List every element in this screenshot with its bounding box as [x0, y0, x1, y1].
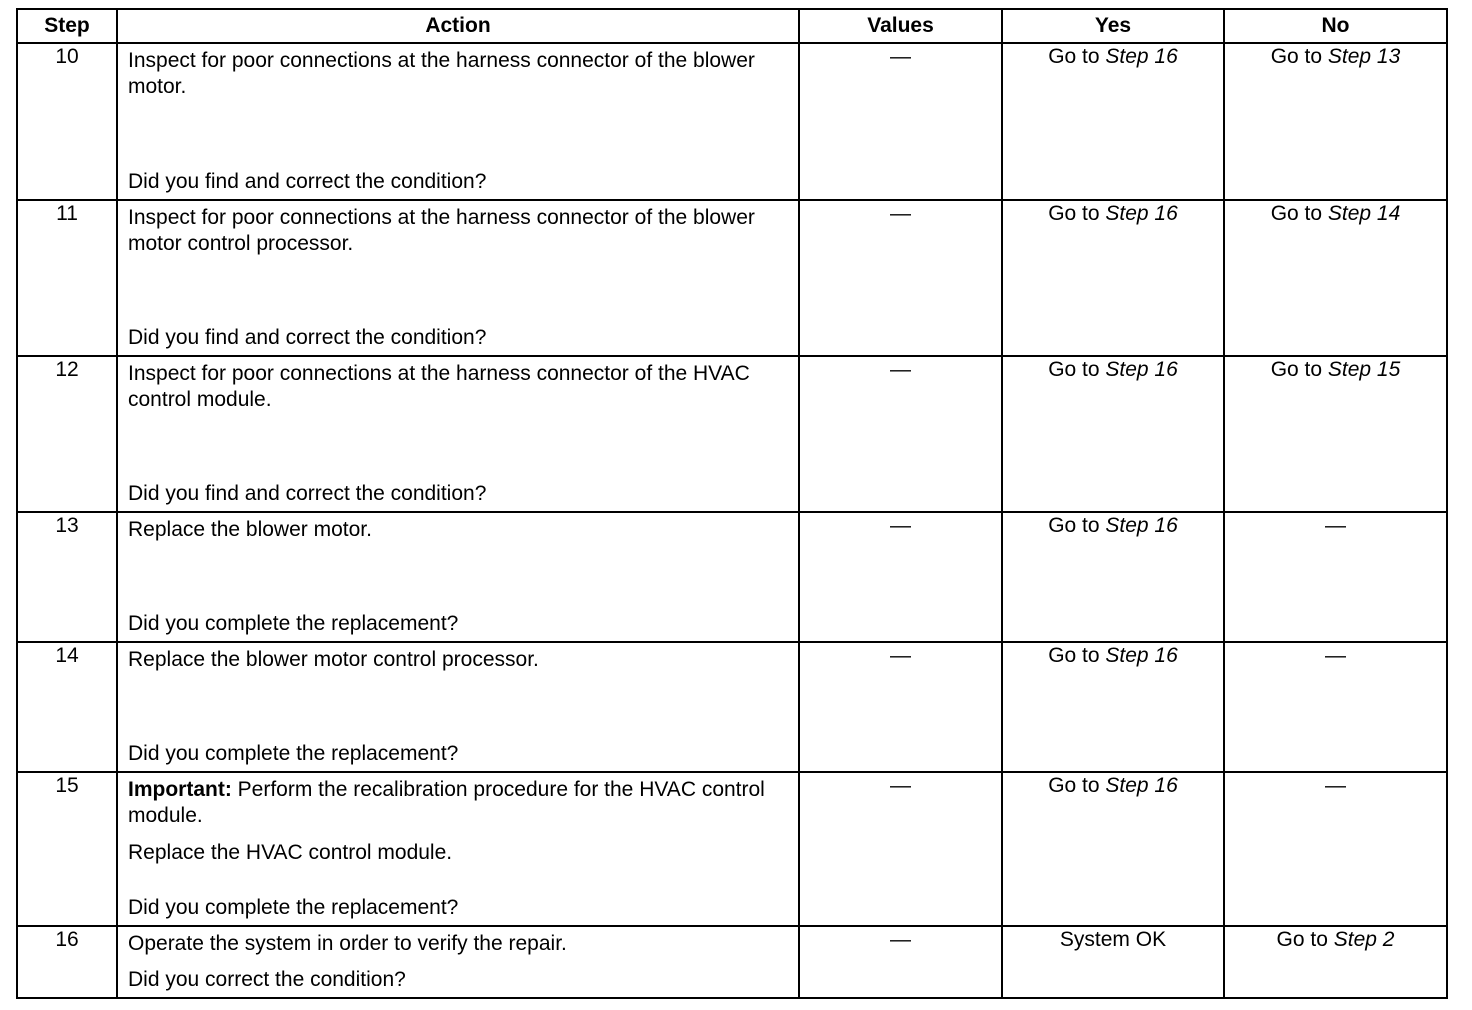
action-cell	[117, 642, 799, 772]
action-question: Did you find and correct the condition?	[128, 169, 487, 193]
yes-cell	[1002, 356, 1224, 512]
yes-step-ref: Step 16	[1105, 514, 1178, 537]
step-number: 15	[17, 772, 117, 926]
important-label: Important:	[128, 778, 232, 801]
yes-step-ref: Step 16	[1105, 644, 1178, 667]
table-row	[17, 43, 1447, 200]
header-step: Step	[17, 9, 117, 43]
action-text: Replace the blower motor control processor.	[128, 648, 539, 671]
no-prefix: Go to	[1270, 45, 1328, 68]
table-row	[17, 642, 1447, 772]
no-cell: —	[1224, 772, 1447, 926]
no-prefix: Go to	[1270, 358, 1328, 381]
action-cell	[117, 200, 799, 356]
no-cell	[1224, 43, 1447, 200]
action-text: Replace the HVAC control module.	[128, 840, 453, 864]
table-row	[17, 200, 1447, 356]
no-step-ref: Step 14	[1327, 202, 1401, 225]
no-step-ref: Step 2	[1333, 928, 1395, 951]
yes-cell: System OK	[1002, 926, 1224, 998]
yes-step-ref: Step 16	[1105, 45, 1178, 68]
step-number: 10	[17, 43, 117, 200]
no-cell	[1224, 200, 1447, 356]
values-cell: —	[799, 356, 1002, 512]
yes-step-ref: Step 16	[1105, 202, 1178, 225]
values-cell: —	[799, 642, 1002, 772]
yes-cell	[1002, 512, 1224, 642]
action-question: Did you find and correct the condition?	[128, 325, 487, 349]
yes-prefix: Go to	[1048, 644, 1106, 667]
values-cell: —	[799, 926, 1002, 998]
step-number: 16	[17, 926, 117, 998]
table-row	[17, 926, 1447, 998]
diagnostic-table	[16, 8, 1448, 999]
no-prefix: Go to	[1276, 928, 1334, 951]
no-cell: —	[1224, 512, 1447, 642]
header-yes: Yes	[1002, 9, 1224, 43]
no-cell	[1224, 356, 1447, 512]
yes-prefix: Go to	[1048, 358, 1106, 381]
yes-cell	[1002, 200, 1224, 356]
action-text: Operate the system in order to verify the repair.	[128, 932, 567, 955]
action-cell	[117, 43, 799, 200]
values-cell: —	[799, 772, 1002, 926]
action-text: Inspect for poor connections at the harness connector of the HVAC control module.	[128, 362, 750, 412]
yes-prefix: Go to	[1048, 774, 1106, 797]
action-question: Did you complete the replacement?	[128, 611, 459, 635]
no-step-ref: Step 13	[1327, 45, 1401, 68]
important-text: Perform the recalibration procedure for the HVAC control module.	[128, 778, 765, 828]
step-number: 11	[17, 200, 117, 356]
values-cell: —	[799, 512, 1002, 642]
no-cell	[1224, 926, 1447, 998]
table-row	[17, 512, 1447, 642]
action-cell	[117, 512, 799, 642]
yes-cell	[1002, 43, 1224, 200]
yes-cell	[1002, 642, 1224, 772]
yes-prefix: Go to	[1048, 514, 1106, 537]
yes-prefix: Go to	[1048, 202, 1106, 225]
important-note	[128, 777, 788, 830]
yes-cell	[1002, 772, 1224, 926]
yes-prefix: Go to	[1048, 45, 1106, 68]
no-prefix: Go to	[1270, 202, 1328, 225]
yes-step-ref: Step 16	[1105, 774, 1178, 797]
no-cell: —	[1224, 642, 1447, 772]
action-cell	[117, 772, 799, 926]
action-text: Inspect for poor connections at the harness connector of the blower motor.	[128, 49, 755, 99]
action-text: Inspect for poor connections at the harness connector of the blower motor control processor.	[128, 206, 755, 256]
values-cell: —	[799, 200, 1002, 356]
action-text: Replace the blower motor.	[128, 518, 372, 541]
header-action: Action	[117, 9, 799, 43]
step-number: 12	[17, 356, 117, 512]
yes-step-ref: Step 16	[1105, 358, 1178, 381]
action-cell	[117, 926, 799, 998]
values-cell: —	[799, 43, 1002, 200]
header-row	[17, 9, 1447, 43]
action-question: Did you complete the replacement?	[128, 895, 459, 919]
step-number: 14	[17, 642, 117, 772]
action-question: Did you correct the condition?	[128, 967, 406, 991]
header-no: No	[1224, 9, 1447, 43]
step-number: 13	[17, 512, 117, 642]
action-question: Did you complete the replacement?	[128, 741, 459, 765]
no-step-ref: Step 15	[1327, 358, 1401, 381]
action-question: Did you find and correct the condition?	[128, 481, 487, 505]
action-cell	[117, 356, 799, 512]
table-row	[17, 356, 1447, 512]
table-row	[17, 772, 1447, 926]
header-values: Values	[799, 9, 1002, 43]
